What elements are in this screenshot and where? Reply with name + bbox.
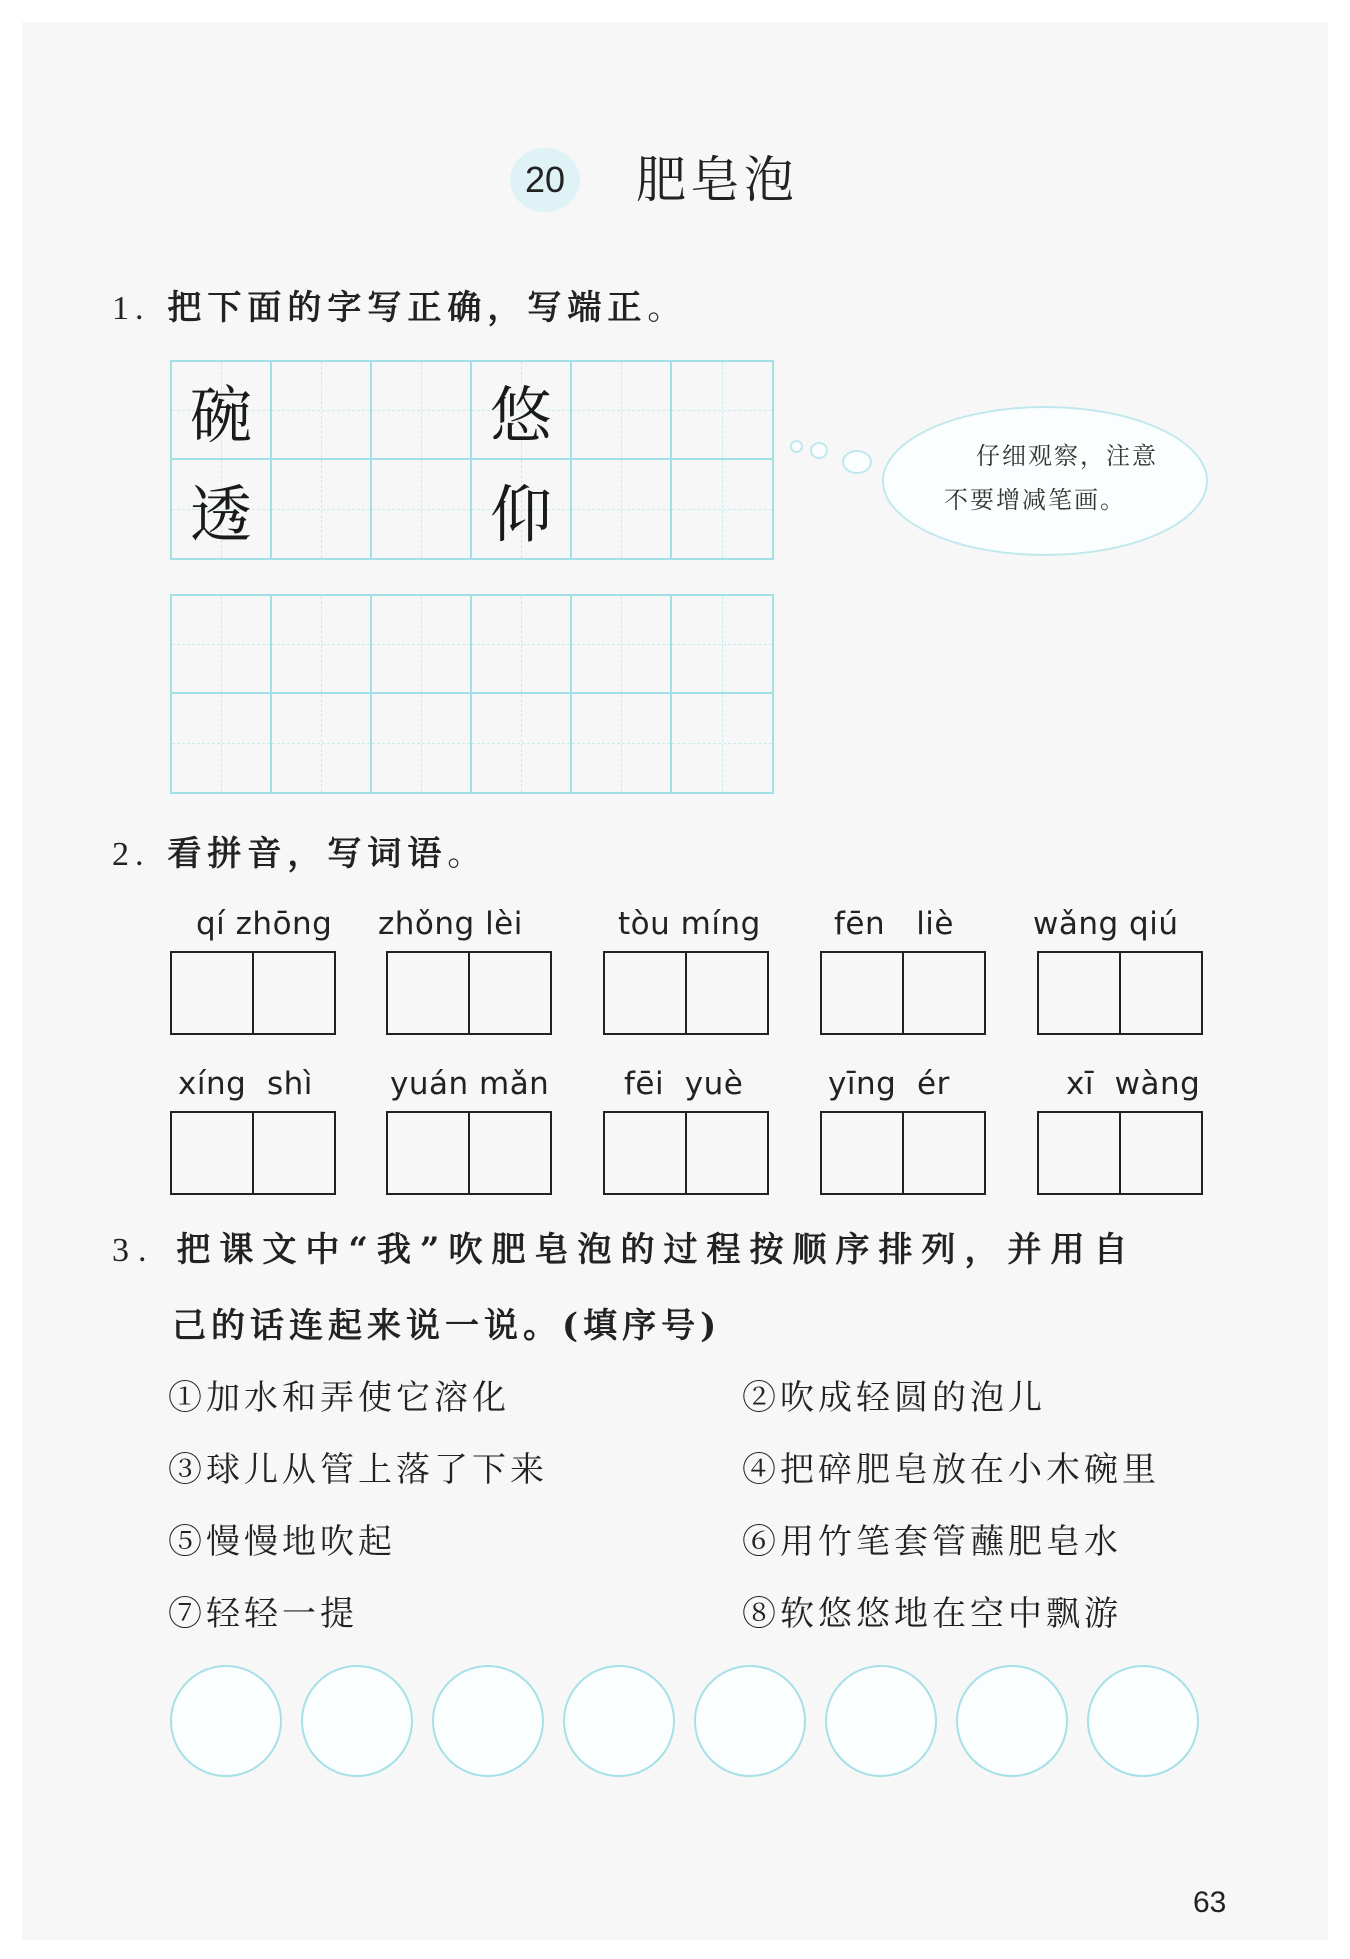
grid-cell[interactable] (672, 362, 772, 460)
page-number: 63 (1193, 1886, 1227, 1919)
grid-cell[interactable] (472, 694, 572, 792)
answer-boxes[interactable] (820, 951, 986, 1035)
grid-cell[interactable] (372, 694, 472, 792)
question-3-line-2-tail: 。(填序号) (523, 1306, 722, 1346)
grid-cell[interactable] (272, 362, 372, 460)
grid-cell[interactable] (372, 460, 472, 558)
grid-cell[interactable] (272, 694, 372, 792)
char-box[interactable] (605, 1113, 687, 1193)
answer-circle[interactable] (170, 1665, 282, 1777)
char-box[interactable] (254, 1113, 334, 1193)
pinyin-label: yuán mǎn (390, 1066, 550, 1102)
char-box[interactable] (470, 953, 550, 1033)
question-3-heading (112, 1228, 1136, 1273)
question-1-heading (112, 286, 687, 331)
option-2: ②吹成轻圆的泡儿 (742, 1378, 1046, 1418)
answer-boxes[interactable] (603, 1111, 769, 1195)
grid-cell[interactable]: 悠 (472, 362, 572, 460)
char-box[interactable] (904, 1113, 984, 1193)
question-1-period: 。 (647, 288, 688, 328)
answer-circle[interactable] (1087, 1665, 1199, 1777)
grid-cell[interactable] (672, 694, 772, 792)
grid-cell[interactable] (572, 460, 672, 558)
char-box[interactable] (904, 953, 984, 1033)
pinyin-label: wǎng qiú (1033, 906, 1179, 942)
question-3-line-2-wrap (172, 1304, 721, 1348)
answer-boxes[interactable] (1037, 951, 1203, 1035)
char-box[interactable] (172, 953, 254, 1033)
answer-boxes[interactable] (820, 1111, 986, 1195)
writing-grid-filled (170, 360, 774, 560)
option-6: ⑥用竹笔套管蘸肥皂水 (742, 1522, 1122, 1562)
question-1-number: 1. (112, 290, 150, 327)
question-2-number: 2. (112, 836, 150, 873)
question-3-line-1: 把课文中“我”吹肥皂泡的过程按顺序排列，并用自 (176, 1230, 1137, 1270)
option-3: ③球儿从管上落了下来 (168, 1450, 548, 1490)
char-box[interactable] (1121, 953, 1201, 1033)
grid-cell[interactable] (172, 596, 272, 694)
pinyin-label: fēi yuè (624, 1066, 744, 1102)
question-3-line-2: 己的话连起来说一说 (172, 1306, 523, 1346)
pinyin-label: qí zhōng (196, 906, 333, 942)
grid-cell[interactable] (372, 596, 472, 694)
char-box[interactable] (1039, 953, 1121, 1033)
question-3-number: 3. (112, 1232, 156, 1269)
char-box[interactable] (605, 953, 687, 1033)
question-1-text: 把下面的字写正确，写端正 (167, 288, 648, 328)
bubble-dot (842, 450, 872, 474)
answer-circle[interactable] (432, 1665, 544, 1777)
char-box[interactable] (822, 1113, 904, 1193)
char-box[interactable] (822, 953, 904, 1033)
answer-boxes[interactable] (170, 951, 336, 1035)
grid-cell[interactable] (472, 596, 572, 694)
option-7: ⑦轻轻一提 (168, 1594, 358, 1634)
pinyin-label: xī wàng (1066, 1066, 1201, 1102)
option-5: ⑤慢慢地吹起 (168, 1522, 396, 1562)
option-1: ①加水和弄使它溶化 (168, 1378, 510, 1418)
grid-cell[interactable] (372, 362, 472, 460)
option-4: ④把碎肥皂放在小木碗里 (742, 1450, 1160, 1490)
pinyin-label: yīng ér (828, 1066, 950, 1102)
lesson-number: 20 (510, 148, 580, 212)
hint-line-2: 不要增减笔画。 (944, 486, 1126, 514)
char-box[interactable] (1039, 1113, 1121, 1193)
char-box[interactable] (172, 1113, 254, 1193)
answer-circle[interactable] (694, 1665, 806, 1777)
char-box[interactable] (470, 1113, 550, 1193)
char-box[interactable] (388, 1113, 470, 1193)
bubble-dot (810, 442, 828, 459)
hint-line-1: 仔细观察，注意 (976, 442, 1158, 470)
char-box[interactable] (254, 953, 334, 1033)
writing-grid-empty (170, 594, 774, 794)
char-box[interactable] (388, 953, 470, 1033)
char-box[interactable] (687, 953, 767, 1033)
answer-boxes[interactable] (1037, 1111, 1203, 1195)
grid-cell[interactable] (272, 596, 372, 694)
answer-boxes[interactable] (386, 951, 552, 1035)
hint-bubble (882, 406, 1208, 556)
pinyin-label: xíng shì (178, 1066, 313, 1102)
grid-cell[interactable] (272, 460, 372, 558)
pinyin-label: fēn liè (834, 906, 954, 942)
grid-cell[interactable] (572, 362, 672, 460)
grid-cell[interactable] (572, 596, 672, 694)
answer-boxes[interactable] (170, 1111, 336, 1195)
char-box[interactable] (687, 1113, 767, 1193)
answer-circle[interactable] (956, 1665, 1068, 1777)
grid-cell[interactable]: 碗 (172, 362, 272, 460)
grid-cell[interactable] (672, 596, 772, 694)
answer-circle[interactable] (301, 1665, 413, 1777)
grid-cell[interactable] (672, 460, 772, 558)
grid-cell[interactable] (172, 694, 272, 792)
question-2-period: 。 (447, 834, 488, 874)
pinyin-label: zhǒng lèi (378, 906, 523, 942)
question-2-text: 看拼音，写词语 (167, 834, 448, 874)
answer-boxes[interactable] (603, 951, 769, 1035)
answer-circle[interactable] (563, 1665, 675, 1777)
bubble-dot (790, 440, 803, 453)
answer-boxes[interactable] (386, 1111, 552, 1195)
char-box[interactable] (1121, 1113, 1201, 1193)
question-2-heading (112, 832, 487, 877)
option-8: ⑧软悠悠地在空中飘游 (742, 1594, 1122, 1634)
grid-cell[interactable]: 透 (172, 460, 272, 558)
grid-cell[interactable] (572, 694, 672, 792)
lesson-title: 肥皂泡 (636, 151, 798, 209)
answer-circle[interactable] (825, 1665, 937, 1777)
pinyin-label: tòu míng (618, 906, 761, 942)
grid-cell[interactable]: 仰 (472, 460, 572, 558)
